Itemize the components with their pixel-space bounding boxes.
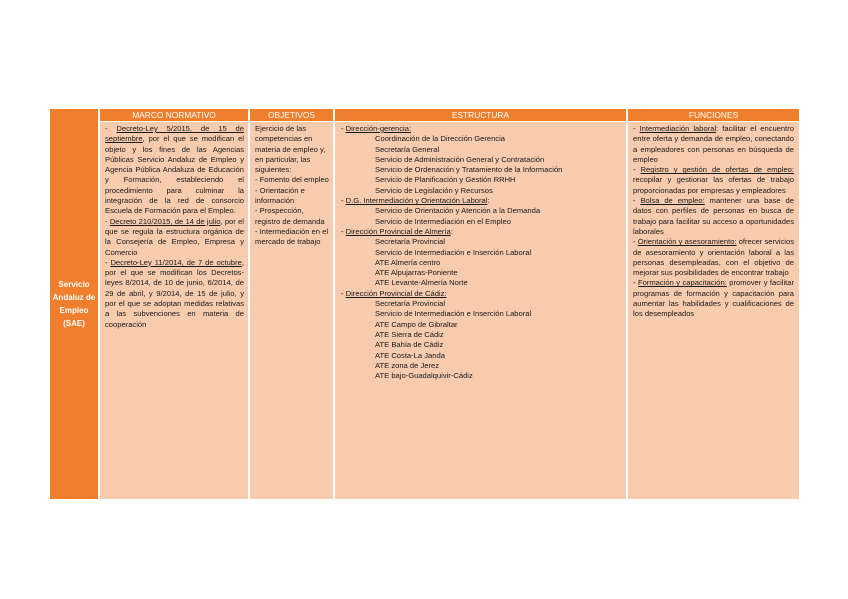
cell-marco-normativo xyxy=(100,122,248,499)
estructura-item: Secretaría Provincial xyxy=(375,299,446,309)
estructura-item: ATE Almería centro xyxy=(375,257,441,267)
header-estructura: ESTRUCTURA xyxy=(335,109,626,121)
funcion-item: - Intermediación laboral: facilitar el encuentro entre oferta y demanda de empleo, conectando a empleadores con personas en búsqueda de empleo xyxy=(633,124,794,164)
funcion-title: Bolsa de empleo: xyxy=(640,196,705,206)
estructura-item: Servicio de Intermediación e Inserción Laboral xyxy=(375,309,532,319)
decree-link: Decreto 210/2015, de 14 de julio xyxy=(109,216,221,226)
funcion-item: - Registro y gestión de ofertas de empleo: recopilar y gestionar las ofertas de trabajo proporcionadas por empresas y empleadores xyxy=(633,165,794,195)
group-title: Dirección-gerencia: xyxy=(345,124,412,133)
row-header xyxy=(50,109,98,499)
estructura-item: Servicio de Legislación y Recursos xyxy=(375,185,493,195)
estructura-item: Coordinación de la Dirección Gerencia xyxy=(375,134,506,144)
estructura-item: ATE Levante-Almería Norte xyxy=(375,278,468,288)
estructura-item: ATE zona de Jerez xyxy=(375,360,440,370)
funcion-item: - Bolsa de empleo: mantener una base de datos con perfiles de personas en busca de trabajo para facilitar su acceso a oportunidades laborales xyxy=(633,196,795,236)
estructura-item: ATE Campo de Gibraltar xyxy=(375,319,458,329)
decree-link: Decreto-Ley 5/2015, de 15 de septiembre xyxy=(105,124,244,144)
funcion-title: Orientación y asesoramiento: xyxy=(637,237,737,247)
header-objetivos: OBJETIVOS xyxy=(250,109,333,121)
header-funciones: FUNCIONES xyxy=(628,109,799,121)
cell-estructura xyxy=(335,122,626,499)
objetivo-item: - Prospección, registro de demanda xyxy=(255,206,325,226)
row-header-label: Servicio Andaluz de Empleo (SAE) xyxy=(52,280,96,328)
estructura-item: Servicio de Administración General y Contratación xyxy=(375,154,545,164)
group-title: D.G. Intermediación y Orientación Laboral xyxy=(345,196,488,206)
funcion-title: Registro y gestión de ofertas de empleo: xyxy=(640,165,794,175)
estructura-item: Servicio de Orientación y Atención a la Demanda xyxy=(375,206,541,216)
estructura-item: Secretaría General xyxy=(375,144,440,154)
header-marco-normativo: MARCO NORMATIVO xyxy=(100,109,248,121)
funcion-item: - Formación y capacitación: promover y facilitar programas de formación y capacitación para aumentar las habilidades y cualificaciones de los desempleados xyxy=(633,278,794,319)
estructura-group: - D.G. Intermediación y Orientación Laboral: Servicio de Orientación y Atención a la Demanda Servicio de Intermediación en el Empleo xyxy=(341,196,622,227)
objetivo-item: Ejercicio de las competencias en materia de empleo y, en particular, las siguientes: xyxy=(255,124,326,175)
sae-table xyxy=(50,109,799,499)
estructura-item: ATE Sierra de Cádiz xyxy=(375,329,444,339)
marco-item: - Decreto-Ley 5/2015, de 15 de septiembre, por el que se modifican el objeto y los fines de las Agencias Públicas Servicio Andaluz de Empleo y Agencia Pública Andaluza de Educación y Formación, estableciendo el procedimiento para culminar la integración de la red de consorcio Escuela de Formación para el Empleo. xyxy=(105,124,244,216)
marco-item: - Decreto 210/2015, de 14 de julio, por el que se regula la estructura orgánica de la Consejería de Empleo, Empresa y Comercio xyxy=(105,216,244,257)
estructura-item: Servicio de Intermediación en el Empleo xyxy=(375,216,511,226)
objetivo-item: - Intermediación en el mercado de trabajo xyxy=(255,226,329,247)
estructura-item: ATE Alpujarras-Poniente xyxy=(375,268,458,278)
estructura-item: Servicio de Intermediación e Inserción Laboral xyxy=(375,247,532,257)
estructura-item: ATE Bahía de Cádiz xyxy=(375,340,444,350)
cell-objetivos xyxy=(250,122,333,499)
objetivo-item: - Orientación e información xyxy=(255,185,305,206)
estructura-group: - Dirección-gerencia: Coordinación de la Dirección Gerencia Secretaría General Servicio de Administración General y Contratación Servicio de Ordenación y Tratamiento de la Información Servicio de Planificación y Gestión RRHH Servicio de Legislación y Recursos xyxy=(341,124,622,196)
estructura-item: Servicio de Planificación y Gestión RRHH xyxy=(375,175,516,185)
group-title: Dirección Provincial de Cádiz: xyxy=(345,288,447,298)
estructura-item: ATE bajo-Guadalquivir-Cádiz xyxy=(375,371,473,381)
cell-funciones xyxy=(628,122,799,499)
estructura-item: Servicio de Ordenación y Tratamiento de la Información xyxy=(375,165,563,175)
estructura-group: - Dirección Provincial de Almería: Secretaría Provincial Servicio de Intermediación e Inserción Laboral ATE Almería centro ATE Alpujarras-Poniente ATE Levante-Almería Norte xyxy=(341,227,622,289)
funcion-item: - Orientación y asesoramiento: ofrecer servicios de asesoramiento y orientación laboral a las personas desempleadas, con el objetivo de mejorar sus posibilidades de encontrar trabajo xyxy=(633,237,794,278)
funcion-title: Intermediación laboral xyxy=(639,124,717,133)
group-title: Dirección Provincial de Almería xyxy=(345,226,451,236)
marco-item: - Decreto-Ley 11/2014, de 7 de octubre, por el que se modifican los Decretos-leyes 8/2014, de 10 de junio, 6/2014, de 29 de abril, y 9/2014, de 15 de julio, y por el que se adoptan medidas relativas a las subvenciones en materia de cooperación xyxy=(105,257,244,329)
estructura-group: - Dirección Provincial de Cádiz: Secretaría Provincial Servicio de Intermediación e Inserción Laboral ATE Campo de Gibraltar ATE Sierra de Cádiz ATE Bahía de Cádiz ATE Costa-La Janda ATE zona de Jerez ATE bajo-Guadalquivir-Cádiz xyxy=(341,289,622,382)
estructura-item: Secretaría Provincial xyxy=(375,237,446,247)
decree-link: Decreto-Ley 11/2014, de 7 de octubre xyxy=(110,257,242,267)
objetivo-item: - Fomento del empleo xyxy=(255,175,329,185)
funcion-title: Formación y capacitación: xyxy=(637,278,727,288)
estructura-item: ATE Costa-La Janda xyxy=(375,350,445,360)
